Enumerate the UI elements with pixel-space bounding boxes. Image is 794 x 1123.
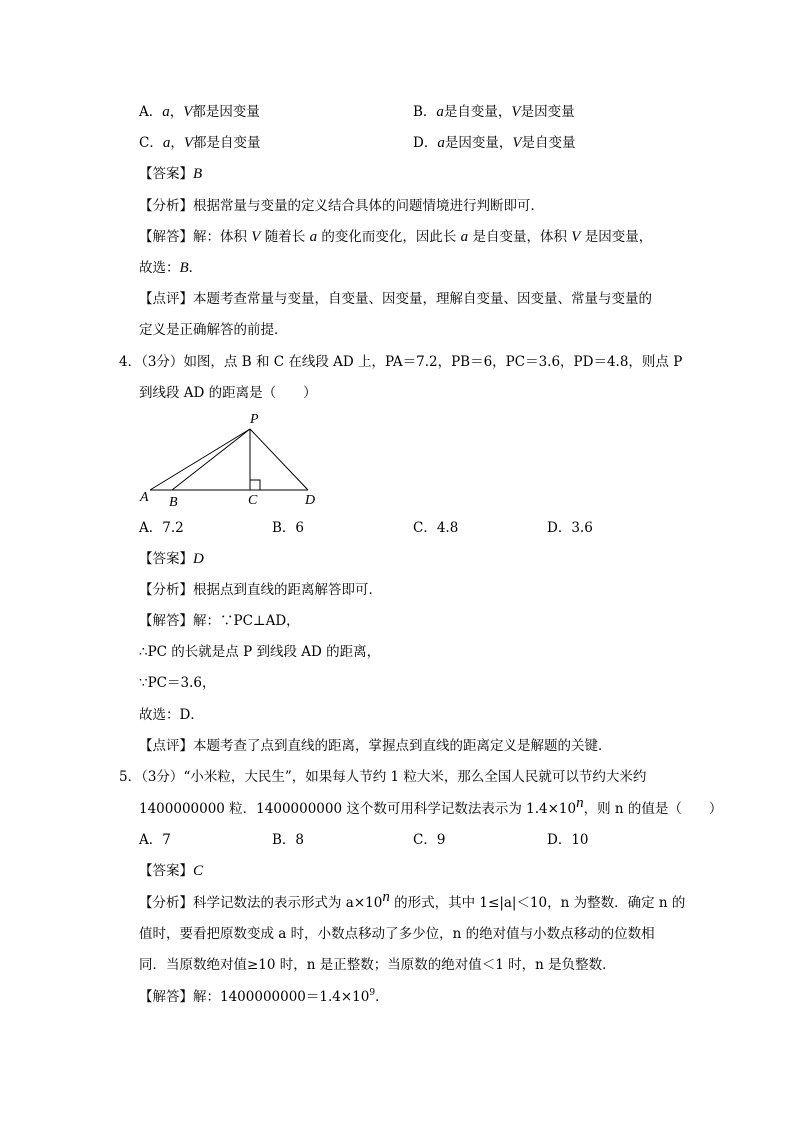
q4-answer: 【答案】D bbox=[139, 551, 204, 567]
q5-solution: 【解答】解：$1400000000=1.4\times 10^9$． bbox=[139, 988, 389, 1005]
q4-option-c: C．4.8 bbox=[413, 520, 459, 536]
q5-stem-line-1: 5．（3分）“小米粒，大民生”，如果每人节约 1 粒大米，那么全国人民就可以节约大米约 bbox=[119, 769, 647, 785]
label-p: P bbox=[250, 412, 259, 427]
q4-solution-line-3: ∵PC＝3.6， bbox=[139, 675, 216, 691]
q3-answer: 【答案】B bbox=[139, 166, 203, 182]
q3-option-b: B．a是自变量，V是因变量 bbox=[413, 104, 575, 120]
q4-stem-line-1: 4．（3分）如图，点 B 和 C 在线段 AD 上，PA＝7.2，PB＝6，PC＝3.6，PD＝4.8，则点 P bbox=[119, 354, 683, 370]
label-d: D bbox=[305, 493, 316, 508]
q4-option-a: A．7.2 bbox=[139, 520, 184, 536]
q4-comment: 【点评】本题考查了点到直线的距离，掌握点到直线的距离定义是解题的关键． bbox=[139, 738, 612, 754]
q5-analysis-line-3: 同．当原数绝对值≥10 时，n 是正整数；当原数的绝对值＜1 时，n 是负整数． bbox=[139, 957, 616, 973]
q5-option-c: C．9 bbox=[413, 832, 446, 848]
q4-solution-line-2: ∴PC 的长就是点 P 到线段 AD 的距离， bbox=[139, 644, 381, 660]
q3-option-a: A．a，V都是因变量 bbox=[139, 104, 260, 120]
q5-option-b: B．8 bbox=[272, 832, 305, 848]
q5-analysis-line-1: 【分析】科学记数法的表示形式为 $a\times 10^n$ 的形式，其中 1≤|a|＜10，n 为整数．确定 n 的 bbox=[139, 889, 686, 911]
q4-analysis: 【分析】根据点到直线的距离解答即可． bbox=[139, 582, 382, 598]
q4-option-d: D．3.6 bbox=[547, 520, 593, 536]
q3-analysis: 【分析】根据常量与变量的定义结合具体的问题情境进行判断即可． bbox=[139, 198, 544, 214]
q5-analysis-line-2: 值时，要看把原数变成 a 时，小数点移动了多少位，n 的绝对值与小数点移动的位数相 bbox=[139, 926, 655, 942]
label-b: B bbox=[169, 495, 178, 510]
right-angle-mark bbox=[250, 480, 260, 490]
q3-option-d: D．a是因变量，V是自变量 bbox=[413, 135, 576, 151]
q5-stem-line-2: 1400000000 粒．1400000000 这个数可用科学记数法表示为 $1.4\times 10^n$，则 n 的值是（ ） bbox=[139, 795, 723, 817]
q5-option-a: A．7 bbox=[139, 832, 171, 848]
q3-option-c: C．a，V都是自变量 bbox=[139, 135, 261, 151]
q4-figure bbox=[138, 408, 338, 513]
q3-solution-line-2: 故选：B． bbox=[139, 260, 203, 276]
segment-pb bbox=[172, 429, 250, 490]
q4-solution-line-4: 故选：D． bbox=[139, 707, 204, 723]
q3-solution-line-1: 【解答】解：体积 V 随着长 a 的变化而变化，因此长 a 是自变量，体积 V 是因变量， bbox=[139, 229, 653, 245]
segment-pd bbox=[250, 429, 308, 490]
label-c: C bbox=[248, 493, 258, 508]
q4-solution-line-1: 【解答】解：∵PC⊥AD， bbox=[139, 613, 300, 629]
q3-comment-line-1: 【点评】本题考查常量与变量，自变量、因变量，理解自变量、因变量、常量与变量的 bbox=[139, 291, 652, 307]
q4-option-b: B．6 bbox=[272, 520, 305, 536]
q5-answer: 【答案】C bbox=[139, 863, 204, 879]
segment-pa bbox=[150, 429, 250, 490]
label-a: A bbox=[140, 490, 149, 505]
q3-comment-line-2: 定义是正确解答的前提． bbox=[139, 322, 288, 338]
q4-stem-line-2: 到线段 AD 的距离是（ ） bbox=[139, 385, 317, 401]
q5-option-d: D．10 bbox=[547, 832, 589, 848]
